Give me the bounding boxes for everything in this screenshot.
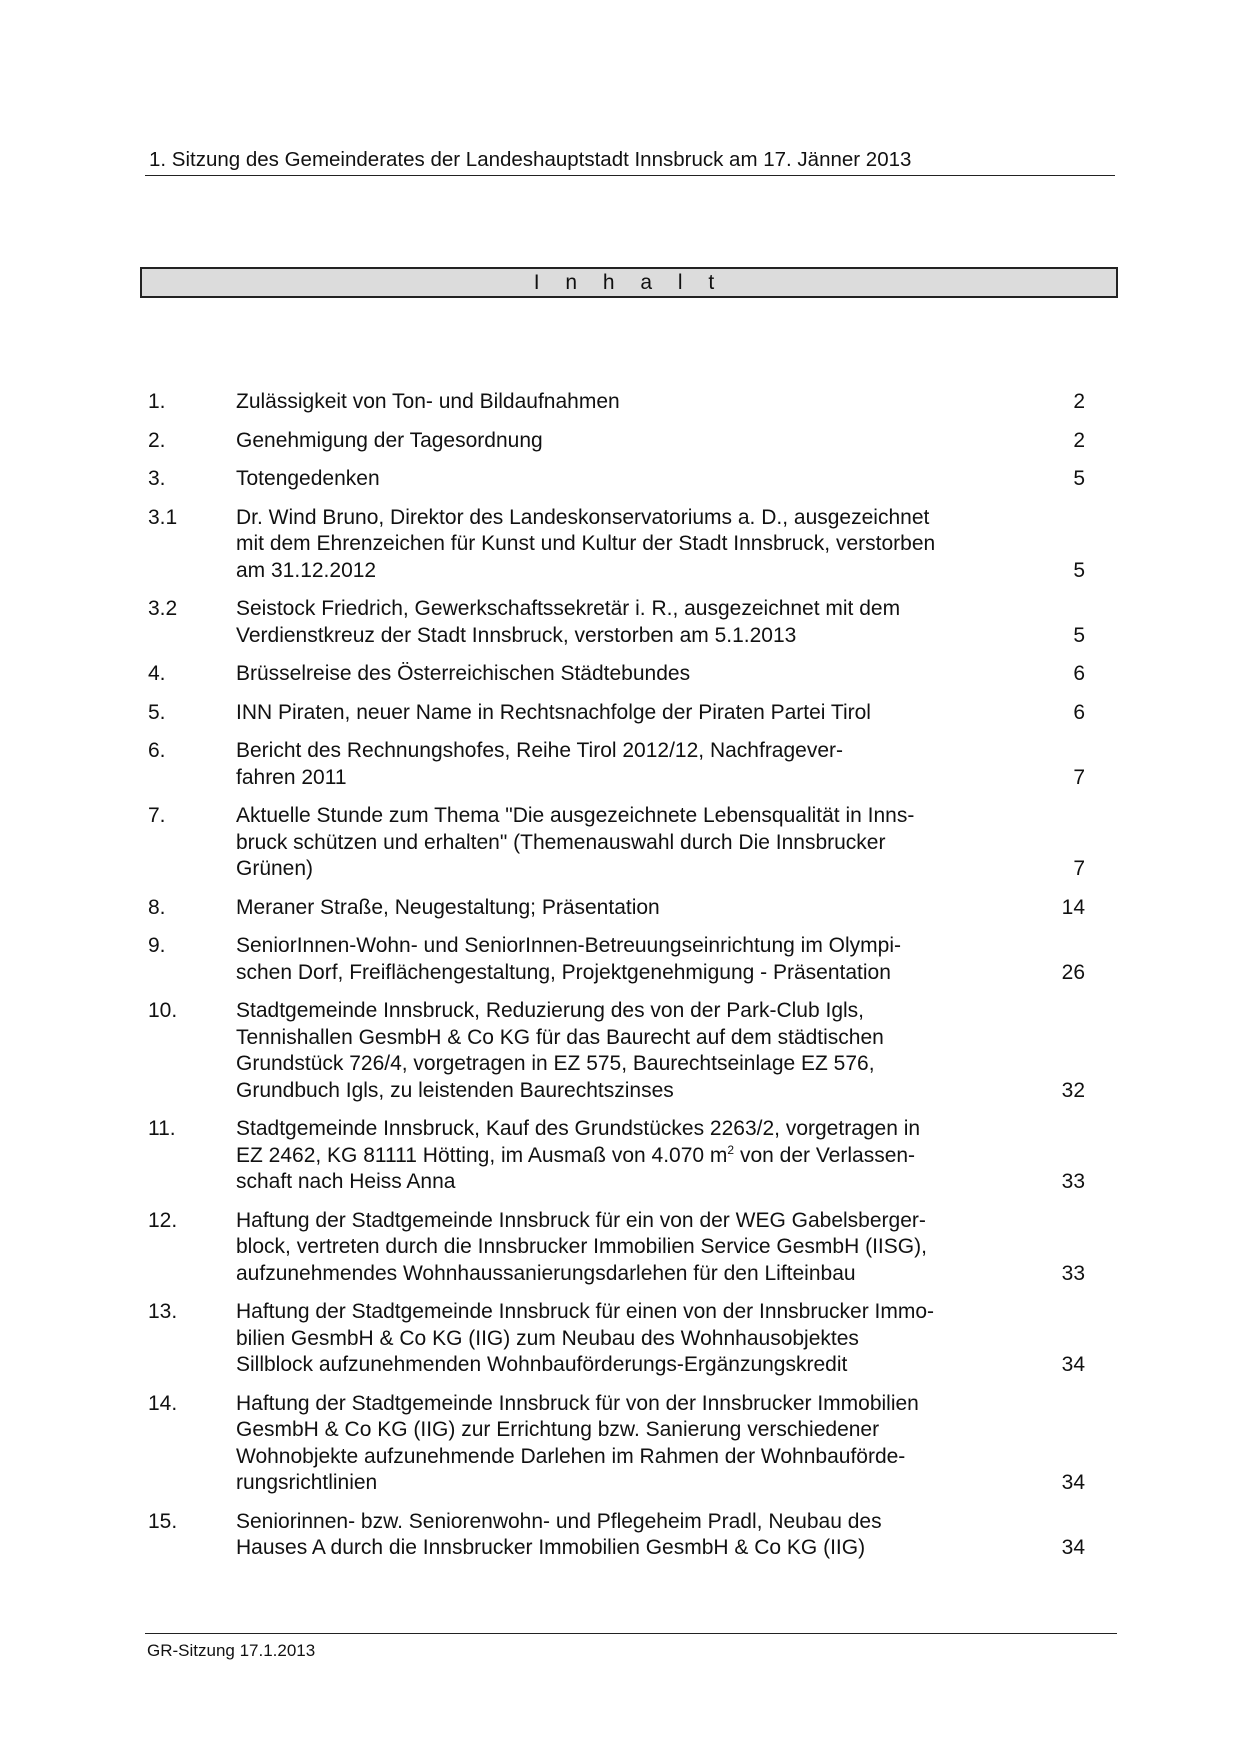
- toc-entry-title-line: Haftung der Stadtgemeinde Innsbruck für einen von der Innsbrucker Immo-: [236, 1300, 935, 1323]
- toc-entry-title-line: bruck schützen und erhalten" (Themenauswahl durch Die Innsbrucker: [236, 830, 886, 854]
- toc-entry-page: 5: [1073, 623, 1085, 647]
- toc-entry-page: 34: [1061, 1471, 1085, 1494]
- toc-entry-title: [236, 389, 996, 416]
- toc-entry-page: 33: [1061, 1170, 1085, 1193]
- toc-entry-title-line: Seniorinnen- bzw. Seniorenwohn- und Pflegeheim Pradl, Neubau des: [236, 1509, 882, 1533]
- toc-entry-title-line: GesmbH & Co KG (IIG) zur Errichtung bzw. Sanierung verschiedener: [236, 1418, 880, 1441]
- toc-entry: [148, 803, 1085, 883]
- toc-entry-title: [236, 738, 996, 791]
- toc-entry: [148, 895, 1085, 922]
- toc-entry-number: 15.: [148, 1509, 178, 1533]
- toc-entry-page: 33: [1061, 1261, 1085, 1285]
- toc-entry-title-line: Haftung der Stadtgemeinde Innsbruck für ein von der WEG Gabelsberger-: [236, 1208, 926, 1232]
- toc-entry-title: [236, 596, 996, 649]
- toc-entry-number: 3.: [148, 467, 166, 490]
- toc-entry-title-line: EZ 2462, KG 81111 Hötting, im Ausmaß von 4.070 $m^2$ von der Verlassen-: [236, 1142, 916, 1167]
- toc-entry-title: [236, 700, 996, 727]
- toc-entry: [148, 700, 1085, 727]
- toc-entry-title-line: Meraner Straße, Neugestaltung; Präsentation: [236, 895, 660, 919]
- toc-entry-number: 14.: [148, 1391, 178, 1415]
- toc-entry-title: [236, 998, 996, 1104]
- toc-entry-title-line: schen Dorf, Freiflächengestaltung, Projektgenehmigung - Präsentation: [236, 960, 891, 984]
- toc-entry-page: 2: [1073, 390, 1085, 413]
- page-header: 1. Sitzung des Gemeinderates der Landeshauptstadt Innsbruck am 17. Jänner 2013: [145, 146, 1115, 176]
- toc-entry: [148, 466, 1085, 493]
- toc-entry-number: 4.: [148, 662, 166, 685]
- toc-entry: [148, 1299, 1085, 1379]
- toc-entry-number: 9.: [148, 934, 166, 957]
- toc-entry-number: 10.: [148, 999, 178, 1022]
- toc-entry-title-line: Verdienstkreuz der Stadt Innsbruck, verstorben am 5.1.2013: [236, 623, 797, 647]
- toc-entry-title-line: Bericht des Rechnungshofes, Reihe Tirol 2012/12, Nachfragever-: [236, 739, 844, 762]
- toc-entry: [148, 1391, 1085, 1497]
- toc-entry-title-line: Wohnobjekte aufzunehmende Darlehen im Rahmen der Wohnbauförde-: [236, 1444, 906, 1468]
- toc-entry-title-line: fahren 2011: [236, 765, 347, 789]
- toc-entry-number: 1.: [148, 390, 166, 413]
- toc-entry-page: 34: [1061, 1353, 1085, 1376]
- toc-entry-number: 3.1: [148, 505, 178, 529]
- toc-entry-title-line: INN Piraten, neuer Name in Rechtsnachfolge der Piraten Partei Tirol: [236, 700, 871, 724]
- toc-entry-title-line: Seistock Friedrich, Gewerkschaftssekretär i. R., ausgezeichnet mit dem: [236, 597, 901, 620]
- toc-entry-title-line: Grünen): [236, 857, 314, 880]
- toc-entry-title-line: am 31.12.2012: [236, 558, 377, 582]
- toc-entry-title-line: bilien GesmbH & Co KG (IIG) zum Neubau des Wohnhausobjektes: [236, 1326, 859, 1350]
- toc-entry-title: [236, 933, 996, 986]
- toc-entry-page: 14: [1061, 895, 1085, 919]
- toc-entry-title: [236, 1208, 996, 1288]
- toc-entry-title-line: Totengedenken: [236, 467, 380, 490]
- toc-entry-title-line: Hauses A durch die Innsbrucker Immobilien GesmbH & Co KG (IIG): [236, 1536, 866, 1559]
- toc-entry: [148, 596, 1085, 649]
- toc-entry: [148, 738, 1085, 791]
- toc-entry-title: [236, 1391, 996, 1497]
- toc-entry: [148, 661, 1085, 688]
- toc-entry-title-line: aufzunehmendes Wohnhaussanierungsdarlehen für den Lifteinbau: [236, 1261, 856, 1285]
- toc-entry-title-line: Dr. Wind Bruno, Direktor des Landeskonservatoriums a. D., ausgezeichnet: [236, 505, 930, 529]
- contents-heading: I n h a l t: [140, 267, 1118, 298]
- toc-entry-title: [236, 895, 996, 922]
- toc-entry-number: 2.: [148, 428, 166, 452]
- toc-entry-title-line: block, vertreten durch die Innsbrucker Immobilien Service GesmbH (IISG),: [236, 1235, 927, 1258]
- toc-entry-page: 32: [1061, 1078, 1085, 1102]
- toc-entry: [148, 1509, 1085, 1562]
- toc-entry-title-line: SeniorInnen-Wohn- und SeniorInnen-Betreuungseinrichtung im Olympi-: [236, 934, 901, 957]
- toc-entry-page: 6: [1073, 662, 1085, 685]
- toc-entry-page: 2: [1073, 428, 1085, 452]
- toc-entry-title: [236, 1116, 996, 1196]
- toc-entry-title: [236, 466, 996, 493]
- toc-entry-title-line: schaft nach Heiss Anna: [236, 1170, 456, 1193]
- toc-entry: [148, 1116, 1085, 1196]
- toc-entry-number: 11.: [148, 1117, 176, 1140]
- toc-entry-title-line: Sillblock aufzunehmenden Wohnbauförderungs-Ergänzungskredit: [236, 1353, 848, 1376]
- toc-entry-title: [236, 505, 996, 585]
- superscript: 2: [727, 1142, 735, 1157]
- page-footer: GR-Sitzung 17.1.2013: [145, 1633, 1117, 1663]
- toc-entry-number: 13.: [148, 1300, 178, 1323]
- toc-entry-title-line: Stadtgemeinde Innsbruck, Reduzierung des von der Park-Club Igls,: [236, 999, 865, 1022]
- toc-entry-title-line: Tennishallen GesmbH & Co KG für das Baurecht auf dem städtischen: [236, 1025, 884, 1049]
- table-of-contents: [148, 389, 1085, 1574]
- toc-entry-page: 7: [1073, 857, 1085, 880]
- toc-entry: [148, 998, 1085, 1104]
- toc-entry-title: [236, 1509, 996, 1562]
- toc-entry-title-line: mit dem Ehrenzeichen für Kunst und Kultur der Stadt Innsbruck, verstorben: [236, 532, 936, 555]
- toc-entry-page: 5: [1073, 467, 1085, 490]
- toc-entry-title-line: Stadtgemeinde Innsbruck, Kauf des Grundstückes 2263/2, vorgetragen in: [236, 1117, 921, 1140]
- toc-entry-number: 6.: [148, 739, 166, 762]
- toc-entry-title-line: Zulässigkeit von Ton- und Bildaufnahmen: [236, 390, 620, 413]
- toc-entry-page: 34: [1061, 1536, 1085, 1559]
- toc-entry-number: 3.2: [148, 597, 178, 620]
- toc-entry-title: [236, 428, 996, 455]
- toc-entry-title-line: Grundstück 726/4, vorgetragen in EZ 575, Baurechtseinlage EZ 576,: [236, 1052, 875, 1075]
- toc-entry-page: 26: [1061, 960, 1085, 984]
- toc-entry-number: 12.: [148, 1208, 178, 1232]
- toc-entry-number: 7.: [148, 804, 166, 827]
- toc-entry-number: 8.: [148, 895, 166, 919]
- toc-entry-title-line: Haftung der Stadtgemeinde Innsbruck für von der Innsbrucker Immobilien: [236, 1391, 919, 1415]
- toc-entry-page: 5: [1073, 558, 1085, 582]
- toc-entry-title-line: Grundbuch Igls, zu leistenden Baurechtszinses: [236, 1078, 674, 1102]
- toc-entry-number: 5.: [148, 700, 166, 724]
- toc-entry-page: 6: [1073, 700, 1085, 724]
- toc-entry-title: [236, 1299, 996, 1379]
- toc-entry: [148, 428, 1085, 455]
- toc-entry-page: 7: [1073, 765, 1085, 789]
- toc-entry-title-line: rungsrichtlinien: [236, 1471, 378, 1494]
- toc-entry: [148, 505, 1085, 585]
- toc-entry-title: [236, 803, 996, 883]
- toc-entry-title: [236, 661, 996, 688]
- toc-entry-title-line: Aktuelle Stunde zum Thema "Die ausgezeichnete Lebensqualität in Inns-: [236, 804, 915, 827]
- toc-entry: [148, 933, 1085, 986]
- toc-entry-title-line: Brüsselreise des Österreichischen Städtebundes: [236, 662, 691, 685]
- toc-entry: [148, 1208, 1085, 1288]
- toc-entry-title-line: Genehmigung der Tagesordnung: [236, 428, 543, 452]
- toc-entry: [148, 389, 1085, 416]
